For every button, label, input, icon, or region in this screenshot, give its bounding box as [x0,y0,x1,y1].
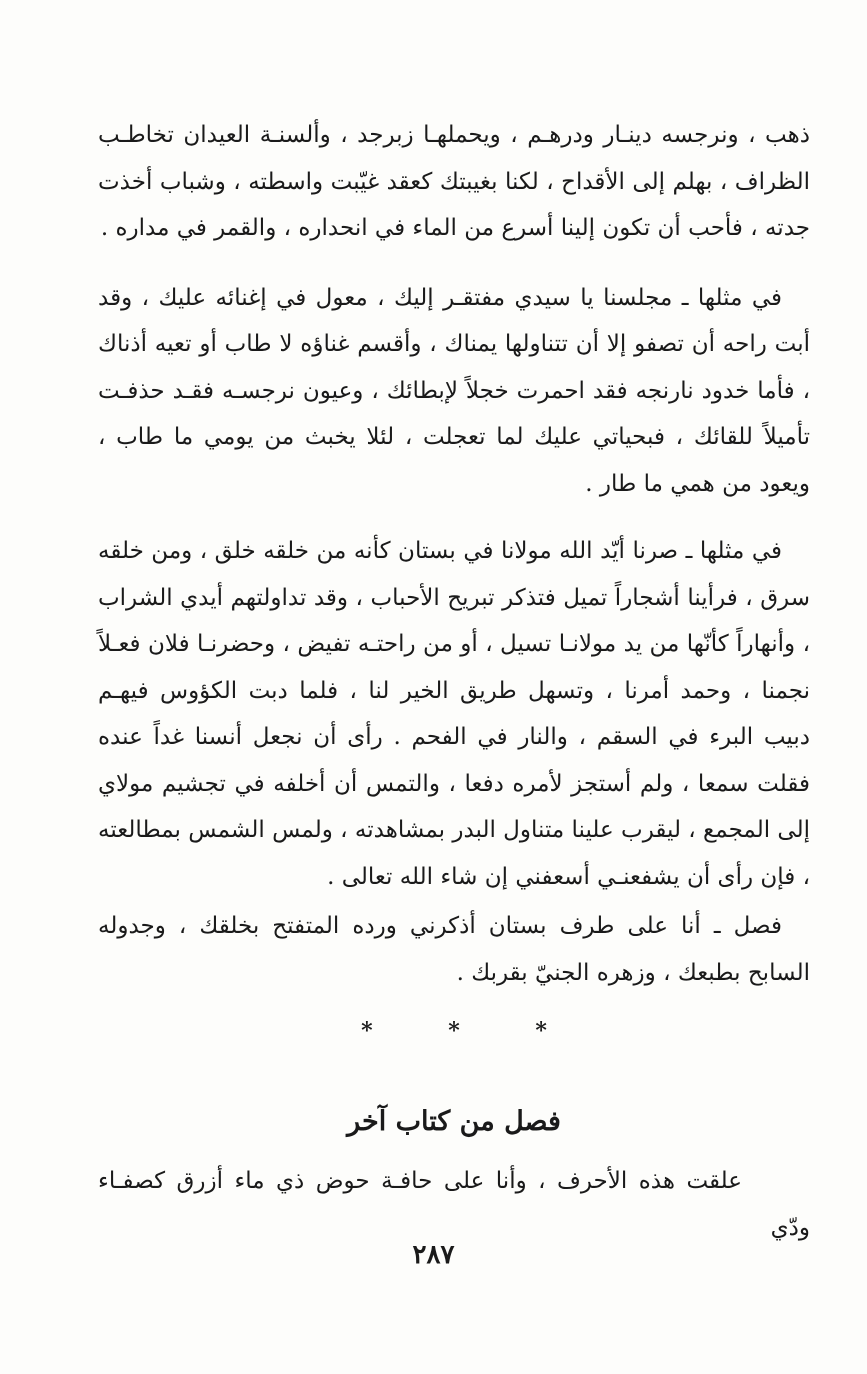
page-number: ٢٨٧ [412,1240,455,1270]
book-page [98,112,810,1312]
paragraph-5: علقت هذه الأحرف ، وأنا على حافـة حوض ذي ماء أزرق كصفـاء ودّي [98,1168,810,1241]
section-separator: * * * [361,1018,581,1044]
section-heading: فصل من كتاب آخر [347,1106,561,1137]
paragraph-3: في مثلها ـ صرنا أيّد الله مولانا في بستان كأنه من خلقه خلق ، ومن خلقه سرق ، فرأينا أشجاراً تميل فتذكر تبريح الأحباب ، وقد تداولتهم أيدي الشراب ، وأنهاراً كأنّها من يد مولانـا تسيل ، أو من راحتـه تفيض ، وحضرنـا فلان فعـلاً نجمنا ، وحمد أمرنا ، وتسهل طريق الخير لنا ، فلما دبت الكؤوس فيهـم دبيب البرء في السقم ، والنار في الفحم . رأى أن نجعل أنسنا غداً عنده فقلت سمعا ، ولم أستجز لأمره دفعا ، والتمس أن أخلفه في تجشيم مولاي إلى المجمع ، ليقرب علينا متناول البدر بمشاهدته ، ولمس الشمس بمطالعته ، فإن رأى أن يشفعنـي أسعفني إن شاء الله تعالى . [98,538,810,890]
paragraph-1: ذهب ، ونرجسه دينـار ودرهـم ، ويحملهـا زبرجد ، وألسنـة العيدان تخاطـب الظراف ، بهلم إلى الأقداح ، لكنا بغيبتك كعقد غيّبت واسطته ، وشباب أخذت جدته ، فأحب أن تكون إلينا أسرع من الماء في انحداره ، والقمر في مداره . [98,122,810,241]
paragraph-4: فصل ـ أنا على طرف بستان أذكرني ورده المتفتح بخلقك ، وجدوله السابح بطبعك ، وزهره الجنيّ بقربك . [98,913,810,986]
paragraph-2: في مثلها ـ مجلسنا يا سيدي مفتقـر إليك ، معول في إغنائه عليك ، وقد أبت راحه أن تصفو إلا أن تتناولها يمناك ، وأقسم غناؤه لا طاب أو تعيه أذناك ، فأما خدود نارنجه فقد احمرت خجلاً لإبطائك ، وعيون نرجسـه فقـد حذفـت تأميلاً للقائك ، فبحياتي عليك لما تعجلت ، لئلا يخبث من يومي ما طاب ، ويعود من همي ما طار . [98,284,810,497]
